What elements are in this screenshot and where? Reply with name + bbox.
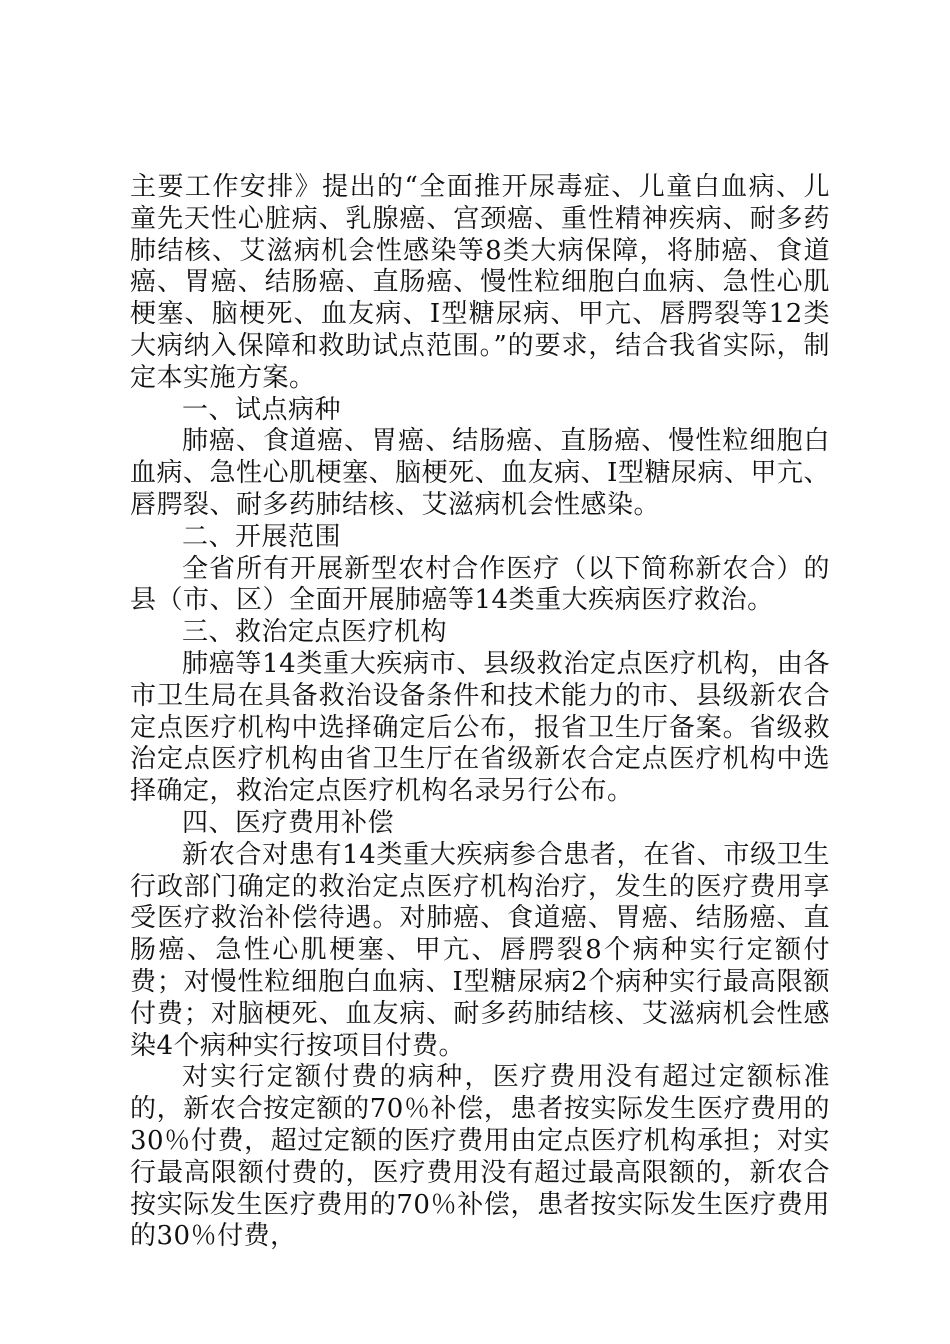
section-heading-3: 三、救治定点医疗机构 <box>182 617 448 648</box>
body-paragraph-5: 新农合对患有14类重大疾病参合患者，在省、市级卫生行政部门确定的救治定点医疗机构治疗，发生的医疗费用享受医疗救治补偿待遇。对肺癌、食道癌、胃癌、结肠癌、直肠癌、急性心肌梗塞、甲亢、唇腭裂8个病种实行定额付费；对慢性粒细胞白血病、Ⅰ型糖尿病2个病种实行最高限额付费；对脑梗死、血友病、耐多药肺结核、艾滋病机会性感染4个病种实行按项目付费。 <box>130 839 830 1061</box>
body-paragraph-1: 主要工作安排》提出的“全面推开尿毒症、儿童白血病、儿童先天性心脏病、乳腺癌、宫颈癌、重性精神疾病、耐多药肺结核、艾滋病机会性感染等8类大病保障，将肺癌、食道癌、胃癌、结肠癌、直肠癌、慢性粒细胞白血病、急性心肌梗塞、脑梗死、血友病、Ⅰ型糖尿病、甲亢、唇腭裂等12类大病纳入保障和救助试点范围。”的要求，结合我省实际，制定本实施方案。 <box>130 172 830 393</box>
section-heading-2: 二、开展范围 <box>182 521 342 552</box>
body-paragraph-4: 肺癌等14类重大疾病市、县级救治定点医疗机构，由各市卫生局在具备救治设备条件和技术能力的市、县级新农合定点医疗机构中选择确定后公布，报省卫生厅备案。省级救治定点医疗机构由省卫生厅在省级新农合定点医疗机构中选择确定，救治定点医疗机构名录另行公布。 <box>130 648 830 807</box>
section-heading-4: 四、医疗费用补偿 <box>182 807 395 838</box>
body-paragraph-3: 全省所有开展新型农村合作医疗（以下简称新农合）的县（市、区）全面开展肺癌等14类重大疾病医疗救治。 <box>130 553 830 616</box>
section-heading-1: 一、试点病种 <box>182 394 342 425</box>
body-paragraph-6: 对实行定额付费的病种，医疗费用没有超过定额标准的，新农合按定额的70％补偿，患者按实际发生医疗费用的30％付费，超过定额的医疗费用由定点医疗机构承担；对实行最高限额付费的，医疗费用没有超过最高限额的，新农合按实际发生医疗费用的70％补偿，患者按实际发生医疗费用的30％付费， <box>130 1062 830 1252</box>
body-paragraph-2: 肺癌、食道癌、胃癌、结肠癌、直肠癌、慢性粒细胞白血病、急性心肌梗塞、脑梗死、血友病、Ⅰ型糖尿病、甲亢、唇腭裂、耐多药肺结核、艾滋病机会性感染。 <box>130 426 830 520</box>
document-page <box>130 172 830 1253</box>
